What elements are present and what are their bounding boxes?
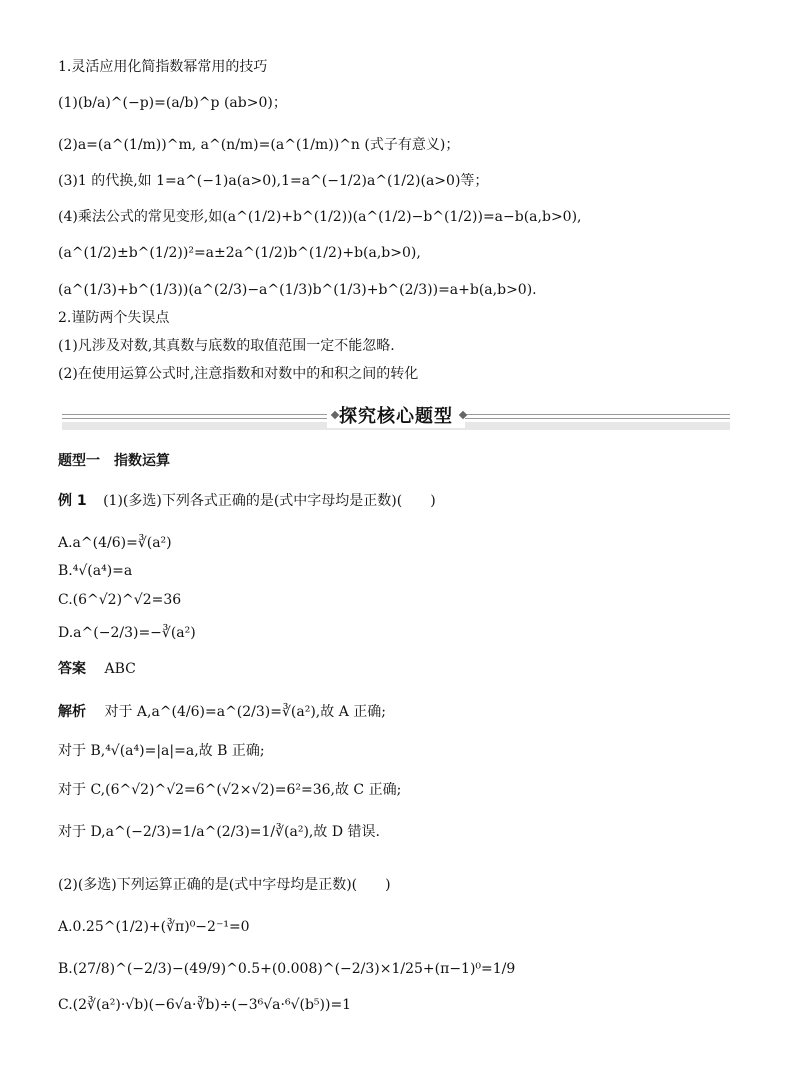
mistake-1: (1)凡涉及对数,其真数与底数的取值范围一定不能忽略.	[58, 338, 395, 354]
analysis-label: 解析	[58, 704, 86, 720]
example1-stem: (1)(多选)下列各式正确的是(式中字母均是正数)( )	[103, 493, 436, 509]
example1-option-c: C.(6^√2)^√2=36	[58, 592, 182, 608]
example2-option-c: C.(2∛(a²)·√b)(−6√a·∛b)÷(−3⁶√a·⁶√(b⁵))=1	[58, 997, 352, 1013]
example1-option-a: A.a^(4/6)=∛(a²)	[58, 535, 172, 551]
mistake-2: (2)在使用运算公式时,注意指数和对数中的和积之间的转化	[58, 366, 419, 382]
tip-1: (1)(b/a)^(−p)=(a/b)^p (ab>0)；	[58, 95, 287, 111]
section-banner	[62, 402, 730, 432]
tip-2: (2)a=(a^(1/m))^m, a^(n/m)=(a^(1/m))^n (式子有意义)；	[58, 137, 460, 153]
example2-stem: (2)(多选)下列运算正确的是(式中字母均是正数)( )	[58, 877, 391, 893]
tip-6: (a^(1/3)+b^(1/3))(a^(2/3)−a^(1/3)b^(1/3)+b^(2/3))=a+b(a,b>0).	[58, 282, 537, 298]
tip-5: (a^(1/2)±b^(1/2))²=a±2a^(1/2)b^(1/2)+b(a,b>0),	[58, 245, 421, 261]
tips-heading: 1.灵活应用化简指数幂常用的技巧	[58, 59, 268, 75]
analysis-d: 对于 D,a^(−2/3)=1/a^(2/3)=1/∛(a²),故 D 错误.	[58, 824, 380, 840]
tip-4: (4)乘法公式的常见变形,如(a^(1/2)+b^(1/2))(a^(1/2)−b^(1/2))=a−b(a,b>0),	[58, 209, 582, 225]
example1-row	[58, 492, 436, 510]
analysis-c: 对于 C,(6^√2)^√2=6^(√2×√2)=6²=36,故 C 正确;	[58, 782, 402, 798]
tip-3: (3)1 的代换,如 1=a^(−1)a(a>0),1=a^(−1/2)a^(1/2)(a>0)等；	[58, 173, 489, 189]
answer-label: 答案	[58, 661, 86, 677]
answer-value: ABC	[104, 661, 136, 677]
analysis-b: 对于 B,⁴√(a⁴)=|a|=a,故 B 正确;	[58, 743, 265, 759]
mistakes-heading: 2.谨防两个失误点	[58, 310, 170, 326]
example1-label: 例 1	[58, 493, 87, 509]
example1-option-d: D.a^(−2/3)=−∛(a²)	[58, 625, 196, 641]
example2-option-a: A.0.25^(1/2)+(∛π)⁰−2⁻¹=0	[58, 919, 250, 935]
analysis-a: 对于 A,a^(4/6)=a^(2/3)=∛(a²),故 A 正确;	[104, 704, 386, 720]
example1-option-b: B.⁴√(a⁴)=a	[58, 563, 133, 579]
example1-analysis-row	[58, 703, 386, 721]
example1-answer-row	[58, 660, 136, 678]
banner-title: 探究核心题型	[327, 402, 465, 428]
section-title: 题型一 指数运算	[58, 453, 170, 469]
example2-option-b: B.(27/8)^(−2/3)−(49/9)^0.5+(0.008)^(−2/3)×1/25+(π−1)⁰=1/9	[58, 961, 516, 977]
